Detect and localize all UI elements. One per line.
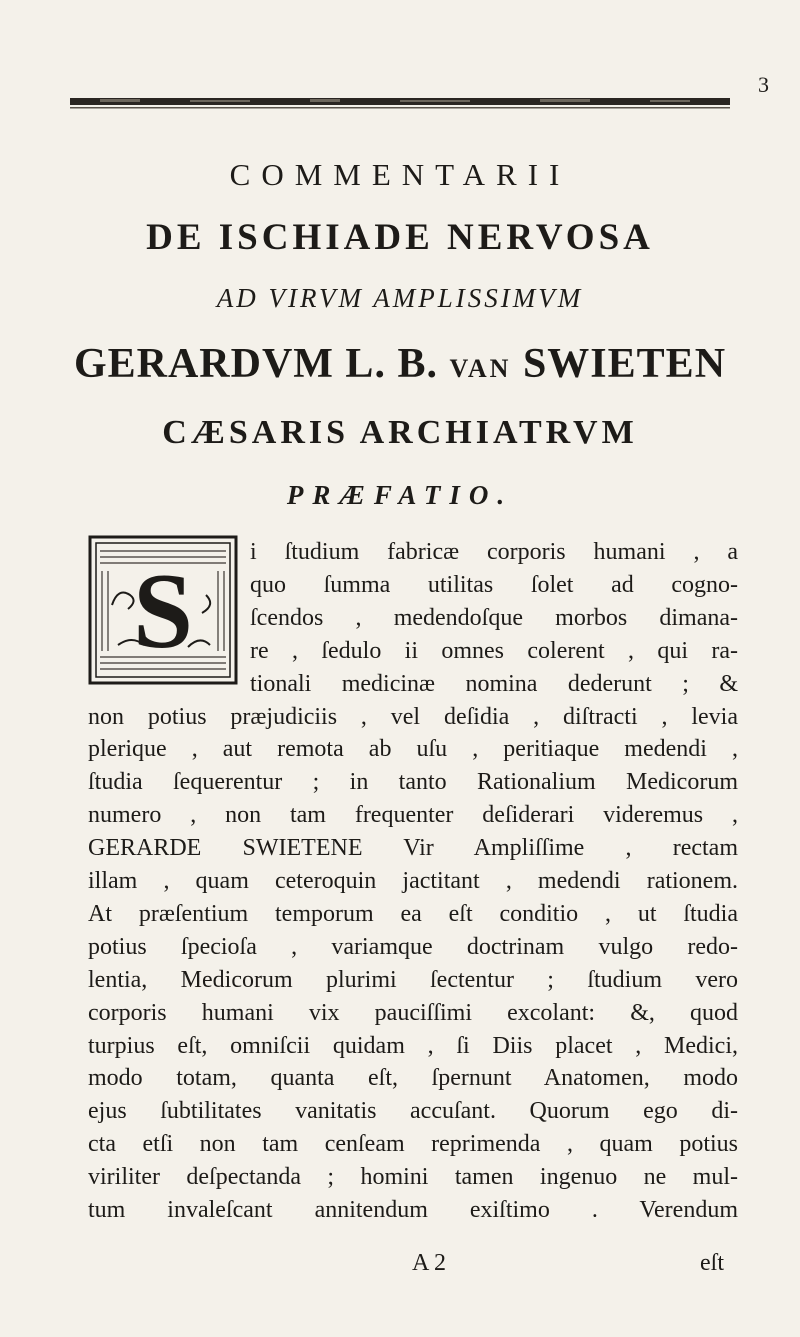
body-line: lentia, Medicorum plurimi ſectentur ; ſtudium vero — [88, 966, 738, 993]
title-praefatio: PRÆFATIO. — [286, 480, 514, 510]
signature-mark: A 2 — [412, 1250, 447, 1276]
body-line: plerique , aut remota ab uſu , peritiaque medendi , — [88, 736, 738, 763]
catchword: eſt — [700, 1250, 724, 1276]
body-line: GERARDE SWIETENE Vir Ampliſſime , rectam — [88, 835, 738, 862]
body-line: At præſentium temporum ea eſt conditio , ut ſtudia — [88, 900, 738, 927]
body-line: numero , non tam frequenter deſiderari videremus , — [88, 802, 738, 829]
body-line: cta etſi non tam cenſeam reprimenda , quam potius — [88, 1131, 738, 1158]
title-gerardum — [0, 340, 800, 388]
title-commentarii: COMMENTARII — [229, 157, 571, 192]
body-line: quo ſumma utilitas ſolet ad cogno- — [250, 571, 738, 598]
decorated-initial — [88, 535, 238, 685]
title-name-part: GERARDVM L. B. — [73, 341, 438, 387]
body-line: re , ſedulo ii omnes colerent , qui ra- — [250, 637, 738, 664]
title-surname: SWIETEN — [522, 341, 727, 387]
title-caesaris: CÆSARIS ARCHIATRVM — [162, 414, 638, 451]
body-line: illam , quam ceteroquin jactitant , medendi rationem. — [88, 868, 738, 894]
page-number: 3 — [758, 72, 769, 97]
svg-text:S: S — [132, 552, 194, 671]
body-line: potius ſpecioſa , variamque doctrinam vulgo redo- — [88, 933, 738, 960]
body-line: ſcendos , medendoſque morbos dimana- — [250, 604, 738, 631]
ornament-band — [70, 96, 730, 114]
body-line: tum invaleſcant annitendum exiſtimo . Verendum — [88, 1197, 738, 1223]
body-line: turpius eſt, omniſcii quidam , ſi Diis placet , Medici, — [88, 1032, 738, 1059]
body-line: ſtudia ſequerentur ; in tanto Rationalium Medicorum — [88, 769, 738, 796]
body-line: non potius præjudiciis , vel deſidia , diſtracti , levia — [88, 703, 738, 730]
body-line: tionali medicinæ nomina dederunt ; & — [250, 670, 738, 697]
title-van: VAN — [449, 354, 512, 383]
body-line: i ſtudium fabricæ corporis humani , a — [250, 539, 738, 565]
body-line: viriliter deſpectanda ; homini tamen ingenuo ne mul- — [88, 1164, 738, 1191]
body-line: ejus ſubtilitates vanitatis accuſant. Quorum ego di- — [88, 1098, 738, 1125]
title-ad-virum: AD VIRVM AMPLISSIMVM — [216, 283, 584, 313]
body-line: modo totam, quanta eſt, ſpernunt Anatomen, modo — [88, 1065, 738, 1092]
body-line: corporis humani vix pauciſſimi excolant: &, quod — [88, 999, 738, 1026]
title-de-ischiade: DE ISCHIADE NERVOSA — [146, 217, 654, 258]
